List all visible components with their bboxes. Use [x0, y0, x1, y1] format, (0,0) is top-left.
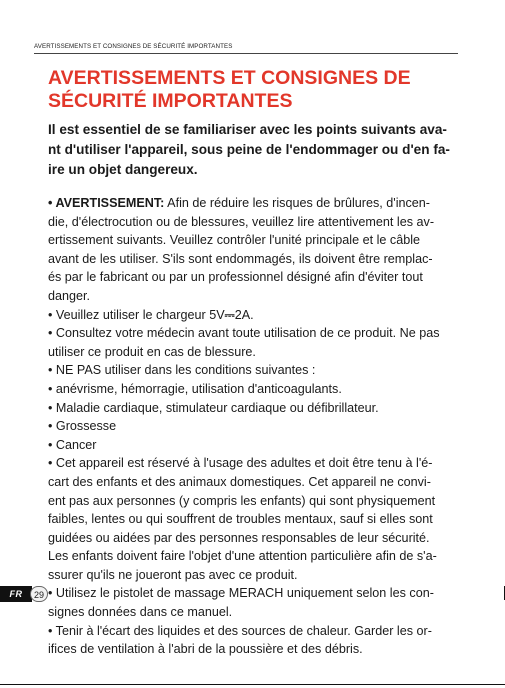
merach-item	[48, 584, 469, 621]
text-line: ifices de ventilation à l'abri de la poussière et des débris.	[48, 642, 363, 657]
liquids-item	[48, 622, 469, 659]
text-line: cart des enfants et des animaux domestiques. Cet appareil ne convi-	[48, 474, 431, 489]
aneurysm-item: • anévrisme, hémorragie, utilisation d'anticoagulants.	[48, 381, 342, 396]
text-span: 2A.	[234, 307, 254, 322]
text-line: ssurer qu'ils ne joueront pas avec ce produit.	[48, 567, 298, 582]
title-line: AVERTISSEMENTS ET CONSIGNES DE	[48, 67, 411, 89]
running-header: AVERTISSEMENTS ET CONSIGNES DE SÉCURITÉ IMPORTANTES	[34, 43, 458, 54]
intro-line: nt d'utiliser l'appareil, sous peine de l'endommager ou d'en fa-	[48, 141, 450, 157]
warning-label: • AVERTISSEMENT:	[48, 196, 165, 210]
text-line: • Utilisez le pistolet de massage MERACH uniquement selon les con-	[48, 586, 434, 601]
page-badge	[0, 586, 52, 602]
charger-item	[48, 306, 469, 325]
dc-symbol-icon: ⎓	[224, 307, 235, 322]
warning-item	[48, 194, 469, 306]
pregnancy-item: • Grossesse	[48, 419, 117, 434]
text-line: avant de les utiliser. S'ils sont endommagés, ils doivent être remplac-	[48, 251, 433, 266]
text-line: • Cet appareil est réservé à l'usage des adultes et doit être tenu à l'é-	[48, 456, 433, 471]
intro-line: ire un objet dangereux.	[48, 161, 198, 177]
text-line: faibles, lentes ou qui souffrent de troubles mentaux, sauf si elles sont	[48, 512, 433, 527]
text-span: Afin de réduire les risques de brûlures, d'incen-	[164, 196, 430, 210]
intro-line: Il est essentiel de se familiariser avec les points suivants ava-	[48, 122, 447, 137]
safety-list	[48, 194, 469, 659]
heart-item: • Maladie cardiaque, stimulateur cardiaque ou défibrillateur.	[48, 400, 379, 415]
not-use-item: • NE PAS utiliser dans les conditions suivantes :	[48, 363, 316, 378]
text-line: és par le fabricant ou par un professionnel désigné afin d'éviter tout	[48, 270, 423, 285]
adults-item	[48, 454, 469, 584]
page-title	[48, 67, 468, 112]
text-line: ent pas aux personnes (y compris les enfants) qui sont physiquement	[48, 493, 436, 508]
text-line: die, d'électrocution ou de blessures, veuillez lire attentivement les av-	[48, 214, 435, 229]
text-line: danger.	[48, 288, 91, 303]
intro-paragraph	[48, 120, 465, 179]
page-number: 29	[30, 586, 48, 602]
doctor-item	[48, 324, 469, 361]
cancer-item: • Cancer	[48, 437, 97, 452]
bottom-rule	[0, 684, 505, 685]
text-line: guidées ou aidées par des personnes responsables de leur sécurité.	[48, 530, 430, 545]
text-line: Les enfants doivent faire l'objet d'une attention particulière afin de s'a-	[48, 549, 437, 564]
text-line: • Tenir à l'écart des liquides et des sources de chaleur. Garder les or-	[48, 623, 432, 638]
text-line: signes données dans ce manuel.	[48, 605, 233, 620]
text-line: utiliser ce produit en cas de blessure.	[48, 344, 256, 359]
language-tab: FR	[0, 586, 32, 602]
text-line: ertissement suivants. Veuillez contrôler l'unité principale et le câble	[48, 233, 421, 248]
title-line: SÉCURITÉ IMPORTANTES	[48, 89, 293, 112]
text-line: • Consultez votre médecin avant toute utilisation de ce produit. Ne pas	[48, 326, 440, 341]
text-line	[48, 194, 469, 213]
text-span: • Veuillez utiliser le chargeur 5V	[48, 307, 225, 322]
